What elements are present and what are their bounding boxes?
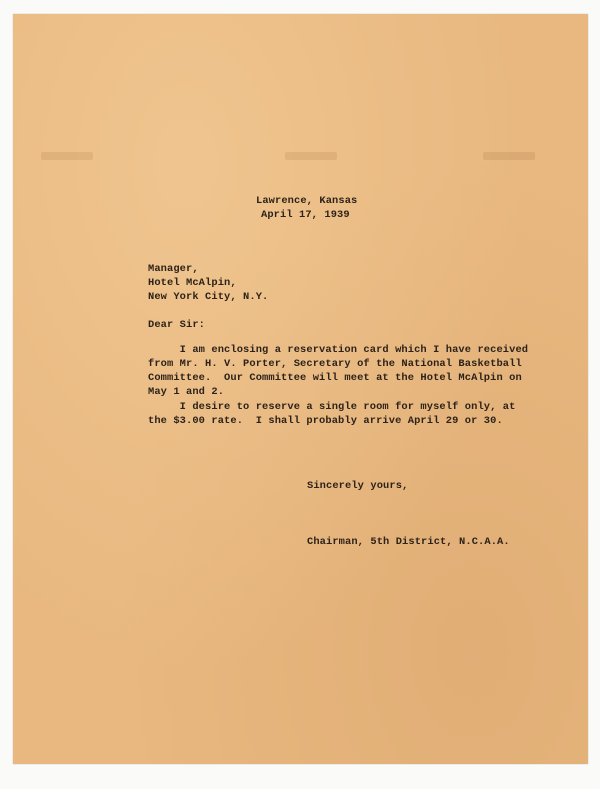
closing: Sincerely yours, bbox=[307, 480, 409, 492]
address-line: Manager, bbox=[148, 263, 199, 275]
paragraph-line: I desire to reserve a single room for myself only, at bbox=[148, 401, 516, 413]
address-line: New York City, N.Y. bbox=[148, 291, 269, 303]
paragraph-line: from Mr. H. V. Porter, Secretary of the National Basketball bbox=[148, 358, 522, 370]
signature-title: Chairman, 5th District, N.C.A.A. bbox=[307, 536, 510, 548]
salutation: Dear Sir: bbox=[148, 319, 206, 331]
letter-date: April 17, 1939 bbox=[261, 209, 350, 221]
letter-place: Lawrence, Kansas bbox=[256, 195, 358, 207]
paragraph-line: the $3.00 rate. I shall probably arrive April 29 or 30. bbox=[148, 415, 503, 427]
paragraph-line: May 1 and 2. bbox=[148, 386, 225, 398]
bleed-through-mark bbox=[41, 152, 93, 160]
paragraph-line: I am enclosing a reservation card which I have received bbox=[148, 344, 529, 356]
bleed-through-mark bbox=[483, 152, 535, 160]
paragraph-line: Committee. Our Committee will meet at the Hotel McAlpin on bbox=[148, 372, 522, 384]
address-line: Hotel McAlpin, bbox=[148, 277, 237, 289]
bleed-through-mark bbox=[285, 152, 337, 160]
letter-paper bbox=[13, 14, 588, 764]
